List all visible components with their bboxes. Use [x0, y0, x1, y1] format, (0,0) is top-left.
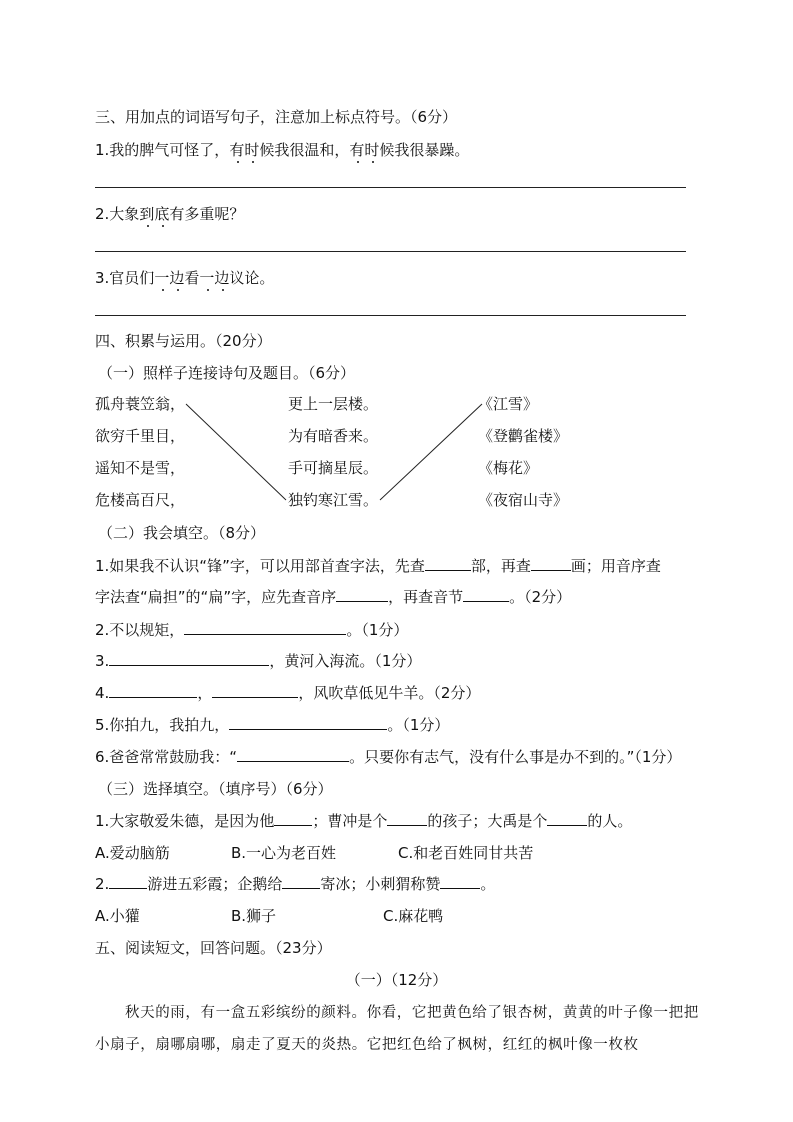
blank[interactable]	[463, 587, 509, 602]
blank[interactable]	[336, 587, 388, 602]
fill-q2: 2.不以规矩， 。（1分）	[95, 621, 409, 639]
fill-q6: 6.爸爸常常鼓励我：“ 。只要你有志气，没有什么事是办不到的。”（1分）	[95, 748, 682, 766]
section-3-title: 三、用加点的词语写句子，注意加上标点符号。（6分）	[95, 108, 458, 126]
option: B.狮子	[231, 907, 277, 925]
poem-line: 独钓寒江雪。	[288, 491, 379, 509]
poem-line: 更上一层楼。	[288, 395, 379, 413]
part-2-title: （二）我会填空。（8分）	[98, 524, 266, 542]
blank[interactable]	[531, 556, 571, 571]
blank[interactable]	[109, 683, 197, 698]
section-4-title: 四、积累与运用。（20分）	[95, 332, 272, 350]
fill-q4: 4. ， ，风吹草低见牛羊。（2分）	[95, 684, 481, 702]
option: A.小獾	[95, 907, 140, 925]
blank[interactable]	[282, 874, 320, 889]
blank[interactable]	[229, 715, 387, 730]
option: C.和老百姓同甘共苦	[398, 844, 534, 862]
choice-q2: 2. 游进五彩霞；企鹅给 寄冰；小刺猬称赞 。	[95, 875, 496, 893]
s3-question-2: 2.大象到底有多重呢？	[95, 205, 245, 223]
section-5-title: 五、阅读短文，回答问题。（23分）	[95, 939, 332, 957]
s3-question-3: 3.官员们一边看一边议论。	[95, 269, 275, 287]
option: C.麻花鸭	[383, 907, 444, 925]
connector-line	[380, 404, 482, 500]
poem-title: 《登鹳雀楼》	[478, 427, 569, 445]
fill-q3: 3. ，黄河入海流。（1分）	[95, 652, 422, 670]
fill-q1a: 1.如果我不认识“锋”字，可以用部首查字法，先查 部，再查 画；用音序查	[95, 557, 661, 575]
blank[interactable]	[109, 651, 269, 666]
reading-paragraph: 秋天的雨，有一盒五彩缤纷的颜料。你看，它把黄色给了银杏树，黄黄的叶子像一把把小扇子，扇哪扇哪，扇走了夏天的炎热。它把红色给了枫树，红红的枫叶像一枚枚	[95, 1005, 699, 1053]
choice-q1: 1.大家敬爱朱德，是因为他 ；曹冲是个 的孩子；大禹是个 的人。	[95, 812, 633, 830]
s3-question-1: 1.我的脾气可怪了，有时候我很温和，有时候我很暴躁。	[95, 141, 470, 159]
poem-line: 欲穷千里目，	[95, 427, 186, 445]
blank[interactable]	[425, 556, 471, 571]
option: B.一心为老百姓	[231, 844, 337, 862]
blank[interactable]	[212, 683, 298, 698]
poem-line: 孤舟蓑笠翁，	[95, 395, 186, 413]
blank[interactable]	[387, 811, 427, 826]
blank[interactable]	[547, 811, 587, 826]
poem-title: 《夜宿山寺》	[478, 491, 569, 509]
blank[interactable]	[237, 747, 349, 762]
blank[interactable]	[109, 874, 147, 889]
poem-line: 为有暗香来。	[288, 427, 379, 445]
connector-line	[186, 404, 286, 500]
blank[interactable]	[440, 874, 480, 889]
fill-q5: 5.你拍九，我拍九， 。（1分）	[95, 716, 450, 734]
poem-title: 《梅花》	[478, 459, 539, 477]
fill-q1b: 字法查“扁担”的“扁”字，应先查音序 ，再查音节 。（2分）	[95, 588, 572, 606]
poem-line: 遥知不是雪，	[95, 459, 186, 477]
reading-subtitle: （一）（12分）	[345, 971, 448, 989]
poem-line: 手可摘星辰。	[288, 459, 379, 477]
option: A.爱动脑筋	[95, 844, 170, 862]
poem-line: 危楼高百尺，	[95, 491, 186, 509]
part-1-title: （一）照样子连接诗句及题目。（6分）	[98, 364, 356, 382]
poem-title: 《江雪》	[478, 395, 539, 413]
blank[interactable]	[274, 811, 312, 826]
part-3-title: （三）选择填空。（填序号）（6分）	[98, 780, 333, 798]
blank[interactable]	[184, 620, 346, 635]
